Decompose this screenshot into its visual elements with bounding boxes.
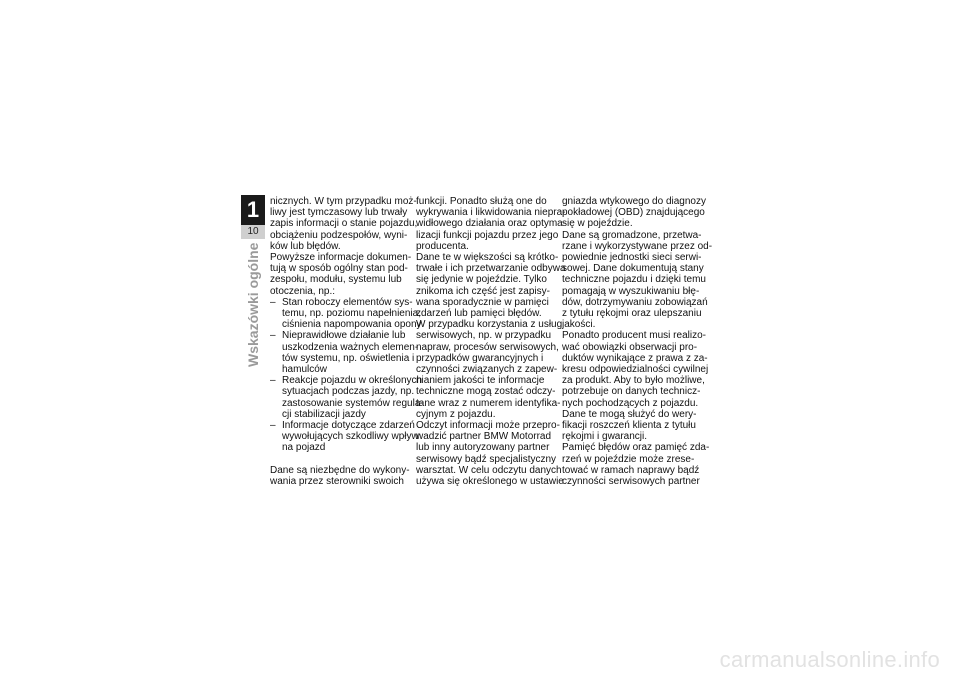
text-line: hamulców (282, 364, 328, 376)
text-line: cji stabilizacji jazdy (282, 408, 366, 420)
text-line: wywołujących szkodliwy wpływ (282, 431, 419, 443)
text-line: sowej. Dane dokumentują stany (562, 263, 704, 275)
text-line: się w pojeździe. (562, 218, 633, 230)
text-line: rękojmi i gwarancji. (562, 431, 648, 443)
text-line: rzeń w pojeździe może zrese- (562, 453, 695, 465)
bullet-item (270, 330, 419, 376)
text-line: liwy jest tymczasowy lub trwały (270, 207, 408, 219)
text-line: serwisowych, np. w przypadku (416, 330, 552, 342)
text-line: zapis informacji o stanie pojazdu, (270, 218, 418, 230)
text-line: na pojazd (282, 442, 326, 454)
text-line: Reakcje pojazdu w określonych (282, 375, 423, 387)
text-line: zdarzeń lub pamięci błędów. (416, 308, 542, 320)
text-line: Odczyt informacji może przepro- (416, 420, 560, 432)
bullet-item (270, 375, 424, 420)
text-line: temu, np. poziomu napełnienia, (282, 308, 421, 320)
text-line: czynności związanych z zapew- (416, 364, 558, 376)
text-line: duktów wynikające z prawa z za- (562, 352, 708, 364)
text-line: tować w ramach naprawy bądź (562, 464, 700, 476)
text-line: tane wraz z numerem identyfika- (416, 397, 561, 409)
text-line: Ponadto producent musi realizo- (562, 330, 706, 342)
text-column-3 (562, 196, 713, 488)
text-line: Dane są gromadzone, przetwa- (562, 229, 702, 241)
text-line: Pamięć błędów oraz pamięć zda- (562, 442, 710, 454)
text-line: wadzić partner BMW Motorrad (416, 431, 552, 443)
text-line: wykrywania i likwidowania niepra- (416, 207, 566, 219)
text-line: napraw, procesów serwisowych, (416, 341, 559, 353)
text-line: otoczenia, np.: (270, 285, 336, 297)
bullet-dash: – (270, 296, 276, 308)
text-line: pomagają w wyszukiwaniu błę- (562, 285, 700, 297)
text-line: techniczne pojazdu i dzięki temu (562, 274, 706, 286)
paragraph (416, 420, 564, 488)
text-line: wania przez sterowniki swoich (270, 476, 404, 488)
section-title-vertical: Wskazówki ogólne (245, 242, 261, 367)
text-line: jakości. (562, 319, 596, 331)
text-line: lub inny autoryzowany partner (416, 442, 550, 454)
watermark-text: carmanualsonline.info (719, 647, 940, 672)
text-line: cyjnym z pojazdu. (416, 408, 496, 420)
text-column-1 (270, 196, 424, 488)
text-line: powiednie jednostki sieci serwi- (562, 252, 702, 264)
text-line: widłowego działania oraz optyma- (416, 218, 567, 230)
paragraph (270, 252, 410, 297)
text-line: z tytułu rękojmi oraz ulepszaniu (562, 308, 702, 320)
paragraph (562, 229, 713, 331)
paragraph (562, 330, 709, 409)
text-line: potrzebuje on danych technicz- (562, 386, 701, 398)
paragraph (270, 465, 410, 487)
text-line: funkcji. Ponadto służą one do (416, 196, 547, 207)
text-line: sytuacjach podczas jazdy, np. (282, 386, 415, 398)
text-line: Stan roboczy elementów sys- (282, 296, 413, 308)
text-line: nych pochodzących z pojazdu. (562, 397, 699, 409)
text-line: lizacji funkcji pojazdu przez jego (416, 229, 559, 241)
text-line: przypadków gwarancyjnych i (416, 352, 544, 364)
text-line: kresu odpowiedzialności cywilnej (562, 364, 709, 376)
bullet-item (270, 296, 422, 331)
text-line: tują w sposób ogólny stan pod- (270, 263, 408, 275)
text-line: wać obowiązki obserwacji pro- (562, 341, 698, 353)
paragraph (562, 442, 710, 488)
bullet-dash: – (270, 330, 276, 342)
text-line: pokładowej (OBD) znajdującego (562, 207, 705, 219)
text-line: nicznych. W tym przypadku moż- (270, 196, 417, 207)
text-line: zespołu, modułu, systemu lub (270, 274, 402, 286)
text-line: czynności serwisowych partner (562, 476, 700, 488)
text-line: się jedynie w pojeździe. Tylko (416, 274, 547, 286)
text-line: za produkt. Aby to było możliwe, (562, 375, 705, 387)
text-line: fikacji roszczeń klienta z tytułu (562, 420, 696, 432)
text-line: wana sporadycznie w pamięci (416, 296, 549, 308)
text-line: W przypadku korzystania z usług (416, 319, 563, 331)
text-line: nianiem jakości te informacje (416, 375, 545, 387)
text-line: Powyższe informacje dokumen- (270, 252, 412, 264)
text-line: warsztat. W celu odczytu danych (416, 464, 562, 476)
text-line: rzane i wykorzystywane przez od- (562, 240, 713, 252)
text-line: Dane te w większości są krótko- (416, 252, 559, 264)
paragraph (270, 196, 418, 252)
text-line: Dane te mogą służyć do wery- (562, 408, 697, 420)
page-number: 10 (241, 225, 265, 239)
text-line: producenta. (416, 240, 469, 252)
text-line: ciśnienia napompowania opony (282, 319, 422, 331)
paragraph (562, 409, 702, 443)
text-line: używa się określonego w ustawie (416, 476, 564, 488)
bullet-dash: – (270, 375, 276, 387)
text-line: Nieprawidłowe działanie lub (282, 330, 406, 342)
bullet-item (270, 420, 419, 454)
text-line: dów, dotrzymywaniu zobowiązań (562, 296, 708, 308)
text-line: ków lub błędów. (270, 240, 341, 252)
text-line: trwałe i ich przetwarzanie odbywa (416, 263, 566, 275)
text-line: gniazda wtykowego do diagnozy (562, 196, 706, 207)
chapter-marker (241, 195, 265, 239)
paragraph (416, 319, 563, 420)
text-line: Dane są niezbędne do wykony- (270, 464, 410, 476)
paragraph (416, 252, 566, 320)
text-line: techniczne mogą zostać odczy- (416, 386, 556, 398)
text-line: uszkodzenia ważnych elemen- (282, 341, 419, 353)
text-line: Informacje dotyczące zdarzeń (282, 420, 415, 432)
paragraph (562, 196, 706, 230)
paragraph (416, 196, 567, 252)
chapter-number: 1 (241, 195, 265, 225)
text-column-2 (416, 196, 567, 488)
text-line: obciążeniu podzespołów, wyni- (270, 229, 408, 241)
text-line: serwisowy bądź specjalistyczny (416, 453, 557, 465)
text-line: zastosowanie systemów regula- (282, 397, 424, 409)
text-line: znikoma ich część jest zapisy- (416, 285, 550, 297)
text-line: tów systemu, np. oświetlenia i (282, 352, 415, 364)
bullet-dash: – (270, 420, 276, 432)
